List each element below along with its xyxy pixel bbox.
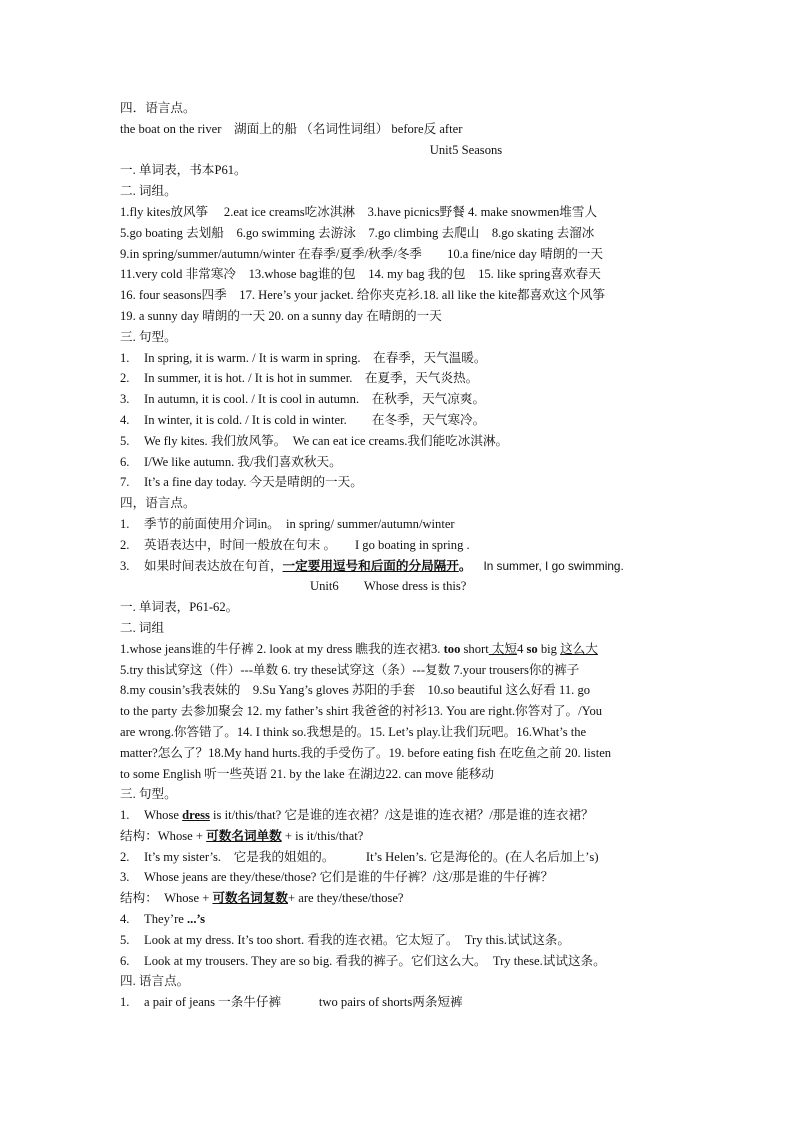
item-number: 3.	[120, 558, 130, 573]
sentence-item	[120, 930, 680, 951]
sentence-item	[120, 389, 680, 410]
note-text: a pair of jeans 一条牛仔裤 two pairs of shorts两条短裤	[144, 995, 463, 1010]
item-number: 5.	[120, 932, 130, 947]
item-number: 2.	[120, 849, 130, 864]
sentence-item	[120, 867, 680, 888]
phrase-line: matter?怎么了？18.My hand hurts.我的手受伤了。19. before eating fish 在吃鱼之前 20. listen	[120, 745, 612, 760]
section-heading: 四，语言点。	[120, 496, 196, 511]
sentence-item	[120, 951, 680, 972]
item-number: 1.	[120, 808, 130, 823]
structure-text: + is it/this/that?	[281, 828, 364, 843]
phrase-text: 4	[517, 641, 527, 656]
section-heading: 三. 句型。	[120, 329, 177, 344]
sentence-text: In spring, it is warm. / It is warm in spring. 在春季，天气温暖。	[144, 350, 487, 365]
section-heading: 一. 单词表，P61-62。	[120, 600, 239, 615]
item-number: 1.	[120, 350, 130, 365]
sentence-text: It’s my sister’s. 它是我的姐姐的。 It’s Helen’s. 它是海伦的。(在人名后加上’s)	[144, 849, 599, 864]
sentence-text: Whose jeans are they/these/those? 它们是谁的牛仔裤？/这/那是谁的牛仔裤？	[144, 870, 554, 885]
note-text: 英语表达中，时间一般放在句末 。 I go boating in spring .	[144, 537, 470, 552]
item-number: 7.	[120, 475, 130, 490]
sentence-item	[120, 452, 680, 473]
section-heading: 二. 词组。	[120, 184, 177, 199]
phrase-line: 1.fly kites放风筝 2.eat ice creams吃冰淇淋 3.have picnics野餐 4. make snowmen堆雪人	[120, 204, 598, 219]
underlined-text: 太短	[488, 641, 518, 656]
section-heading: 一. 单词表，书本P61。	[120, 163, 247, 178]
structure-text: 结构： Whose +	[120, 891, 213, 906]
sentence-text: Look at my trousers. They are so big. 看我的裤子。它们这么大。 Try these.试试这条。	[144, 953, 606, 968]
sentence-item	[120, 431, 680, 452]
note-item	[120, 556, 680, 577]
section-heading: 四．语言点。	[120, 101, 196, 115]
phrase-line: are wrong.你答错了。14. I think so.我想是的。15. Let’s play.让我们玩吧。16.What’s the	[120, 724, 587, 739]
phrase-text: 1.whose jeans谁的牛仔裤 2. look at my dress 瞧我的连衣裙3.	[120, 641, 444, 656]
sentence-item	[120, 348, 680, 369]
section-heading: 二. 词组	[120, 620, 165, 635]
note-item	[120, 992, 680, 1013]
phrase-text: short	[460, 641, 489, 656]
phrase-line: 5.go boating 去划船 6.go swimming 去游泳 7.go climbing 去爬山 8.go skating 去溜冰	[120, 225, 595, 240]
note-text: 季节的前面使用介词in。 in spring/ summer/autumn/winter	[144, 516, 455, 531]
sentence-text: It’s a fine day today. 今天是晴朗的一天。	[144, 475, 363, 490]
item-number: 6.	[120, 454, 130, 469]
sentence-text: In autumn, it is cool. / It is cool in autumn. 在秋季，天气凉爽。	[144, 392, 486, 407]
phrase-line: 11.very cold 非常寒冷 13.whose bag谁的包 14. my bag 我的包 15. like spring喜欢春天	[120, 267, 601, 282]
sentence-item	[120, 909, 680, 930]
unit-title: Unit5 Seasons	[429, 142, 503, 157]
item-number: 6.	[120, 953, 130, 968]
item-number: 1.	[120, 516, 130, 531]
unit-title: Unit6 Whose dress is this?	[310, 579, 467, 594]
note-text: 如果时间表达放在句首，	[144, 558, 283, 573]
document-page	[120, 98, 680, 1013]
sentence-item	[120, 847, 680, 868]
structure-line	[120, 826, 680, 847]
note-text: 。	[458, 558, 472, 573]
sentence-text: Whose	[144, 808, 183, 823]
item-number: 5.	[120, 433, 130, 448]
emphasis-text: 可数名词复数	[212, 891, 289, 906]
sentence-text: In winter, it is cold. / It is cold in winter. 在冬季，天气寒冷。	[144, 412, 486, 427]
sentence-text: I/We like autumn. 我/我们喜欢秋天。	[144, 454, 342, 469]
phrase-line: 9.in spring/summer/autumn/winter 在春季/夏季/秋季/冬季 10.a fine/nice day 晴朗的一天	[120, 246, 604, 261]
phrase-line: to some English 听一些英语 21. by the lake 在湖边22. can move 能移动	[120, 766, 494, 781]
sentence-text: In summer, it is hot. / It is hot in summer. 在夏季，天气炎热。	[144, 371, 479, 386]
item-number: 2.	[120, 537, 130, 552]
example-text: In summer, I go swimming.	[483, 558, 624, 573]
item-number: 3.	[120, 392, 130, 407]
structure-text: + are they/these/those?	[288, 891, 404, 906]
phrase-line: to the party 去参加聚会 12. my father’s shirt 我爸爸的衬衫13. You are right.你答对了。/You	[120, 704, 603, 719]
emphasis-text: so	[526, 641, 538, 656]
phrase-line: 16. four seasons四季 17. Here’s your jacket. 给你夹克衫.18. all like the kite都喜欢这个风筝	[120, 288, 606, 303]
item-number: 4.	[120, 912, 130, 927]
item-number: 4.	[120, 412, 130, 427]
phrase-line	[120, 639, 680, 660]
phrase-line: 8.my cousin’s我表妹的 9.Su Yang’s gloves 苏阳的手套 10.so beautiful 这么好看 11. go	[120, 683, 591, 698]
emphasis-text: dress	[182, 808, 210, 823]
emphasis-text: 一定要用逗号和后面的分局隔开	[282, 558, 459, 573]
sentence-text: Look at my dress. It’s too short. 看我的连衣裙。它太短了。 Try this.试试这条。	[144, 932, 570, 947]
underlined-text: 这么大	[560, 641, 598, 656]
item-number: 3.	[120, 870, 130, 885]
emphasis-text: too	[443, 641, 461, 656]
structure-line	[120, 888, 680, 909]
sentence-item	[120, 368, 680, 389]
emphasis-text: 可数名词单数	[206, 828, 282, 843]
emphasis-text: ...’s	[187, 912, 206, 927]
item-number: 1.	[120, 995, 130, 1010]
section-heading: 三. 句型。	[120, 787, 177, 802]
sentence-item	[120, 410, 680, 431]
sentence-text: is it/this/that? 它是谁的连衣裙？/这是谁的连衣裙？/那是谁的连衣裙？	[209, 808, 594, 823]
item-number: 2.	[120, 371, 130, 386]
sentence-item	[120, 805, 680, 826]
sentence-text: We fly kites. 我们放风筝。 We can eat ice creams.我们能吃冰淇淋。	[144, 433, 509, 448]
phrase-line: 19. a sunny day 晴朗的一天 20. on a sunny day 在晴朗的一天	[120, 308, 442, 323]
phrase-line: 5.try this试穿这（件）---单数 6. try these试穿这（条）---复数 7.your trousers你的裤子	[120, 662, 580, 677]
phrase-text: big	[537, 641, 561, 656]
sentence-text: They’re	[144, 912, 188, 927]
sentence-item	[120, 472, 680, 493]
structure-text: 结构：Whose +	[120, 828, 207, 843]
text-line: the boat on the river 湖面上的船 （名词性词组） before反 after	[120, 121, 463, 136]
section-heading: 四. 语言点。	[120, 974, 190, 989]
note-item	[120, 535, 680, 556]
note-item	[120, 514, 680, 535]
